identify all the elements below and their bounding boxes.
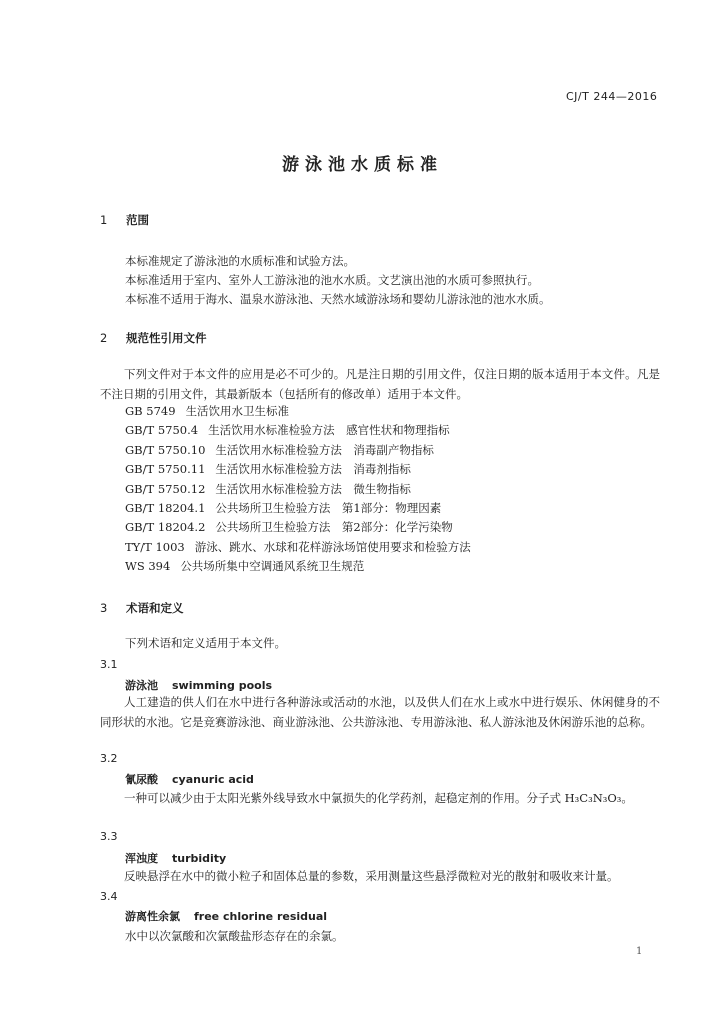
term-definition: 一种可以减少由于太阳光紫外线导致水中氯损失的化学药剂，起稳定剂的作用。分子式 H₃C₃N₃O₃。 xyxy=(124,791,633,805)
reference-item xyxy=(125,422,471,441)
reference-name: 生活饮用水标准检验方法 感官性状和物理指标 xyxy=(208,423,450,438)
reference-code: TY/T 1003 xyxy=(125,539,185,554)
term-definition: 反映悬浮在水中的微小粒子和固体总量的参数，采用测量这些悬浮微粒对光的散射和吸收来计量。 xyxy=(124,869,619,883)
reference-code: GB/T 5750.10 xyxy=(125,442,206,457)
document-title: 游泳池水质标准 xyxy=(282,155,443,175)
reference-code: WS 394 xyxy=(125,559,171,574)
term-number: 3.1 xyxy=(100,658,118,671)
reference-name: 生活饮用水标准检验方法 消毒剂指标 xyxy=(215,462,411,477)
scope-line-3: 本标准不适用于海水、温泉水游泳池、天然水域游泳场和婴幼儿游泳池的池水水质。 xyxy=(125,292,551,306)
reference-code: GB/T 18204.1 xyxy=(125,500,206,515)
reference-list xyxy=(125,403,471,578)
reference-code: GB/T 5750.4 xyxy=(125,423,199,438)
section-2-heading xyxy=(100,330,207,346)
reference-code: GB/T 5750.12 xyxy=(125,481,206,496)
reference-item xyxy=(125,519,471,538)
reference-name: 生活饮用水标准检验方法 微生物指标 xyxy=(215,481,411,496)
section-title: 术语和定义 xyxy=(126,601,184,615)
section-1-heading xyxy=(100,212,149,228)
standard-code: CJ/T 244—2016 xyxy=(566,90,658,103)
reference-name: 生活饮用水标准检验方法 消毒副产物指标 xyxy=(215,442,434,457)
term-number: 3.4 xyxy=(100,890,118,903)
term-chinese: 浑浊度 xyxy=(125,852,158,865)
section-title: 范围 xyxy=(126,213,149,227)
term-chinese: 游离性余氯 xyxy=(125,910,180,923)
terms-intro: 下列术语和定义适用于本文件。 xyxy=(125,636,286,650)
scope-line-2: 本标准适用于室内、室外人工游泳池的池水水质。文艺演出池的水质可参照执行。 xyxy=(125,273,539,287)
reference-name: 公共场所卫生检验方法 第1部分：物理因素 xyxy=(215,500,442,515)
term-chinese: 游泳池 xyxy=(125,679,158,692)
reference-name: 游泳、跳水、水球和花样游泳场馆使用要求和检验方法 xyxy=(194,539,471,554)
term-english: cyanuric acid xyxy=(172,773,254,786)
page-number: 1 xyxy=(636,946,643,957)
term-heading xyxy=(125,850,226,866)
section-title: 规范性引用文件 xyxy=(126,331,207,345)
term-english: turbidity xyxy=(172,852,227,865)
references-intro: 下列文件对于本文件的应用是必不可少的。凡是注日期的引用文件，仅注日期的版本适用于本文件。凡是不注日期的引用文件，其最新版本（包括所有的修改单）适用于本文件。 xyxy=(100,367,660,401)
section-number: 2 xyxy=(100,331,108,345)
section-3-heading xyxy=(100,600,184,616)
term-english: free chlorine residual xyxy=(194,910,328,923)
section-number: 3 xyxy=(100,601,108,615)
term-definition: 人工建造的供人们在水中进行各种游泳或活动的水池，以及供人们在水上或水中进行娱乐、休闲健身的不同形状的水池。它是竞赛游泳池、商业游泳池、公共游泳池、专用游泳池、私人游泳池及休闲游乐池的总称。 xyxy=(100,695,660,729)
section-number: 1 xyxy=(100,213,108,227)
reference-item xyxy=(125,500,471,519)
reference-item xyxy=(125,461,471,480)
reference-name: 公共场所卫生检验方法 第2部分：化学污染物 xyxy=(215,520,453,535)
reference-code: GB/T 5750.11 xyxy=(125,462,206,477)
reference-item xyxy=(125,403,471,422)
reference-item xyxy=(125,558,471,577)
term-number: 3.3 xyxy=(100,830,118,843)
reference-name: 生活饮用水卫生标准 xyxy=(185,404,290,418)
term-number: 3.2 xyxy=(100,752,118,765)
reference-code: GB 5749 xyxy=(125,404,176,418)
scope-line-1: 本标准规定了游泳池的水质标准和试验方法。 xyxy=(125,254,355,268)
reference-item xyxy=(125,481,471,500)
term-heading xyxy=(125,771,254,787)
term-heading xyxy=(125,677,272,693)
term-english: swimming pools xyxy=(172,679,273,692)
term-heading xyxy=(125,908,327,924)
reference-item xyxy=(125,539,471,558)
term-chinese: 氰尿酸 xyxy=(125,773,158,786)
reference-name: 公共场所集中空调通风系统卫生规范 xyxy=(180,559,365,574)
term-definition: 水中以次氯酸和次氯酸盐形态存在的余氯。 xyxy=(125,929,344,943)
reference-item xyxy=(125,442,471,461)
reference-code: GB/T 18204.2 xyxy=(125,520,206,535)
